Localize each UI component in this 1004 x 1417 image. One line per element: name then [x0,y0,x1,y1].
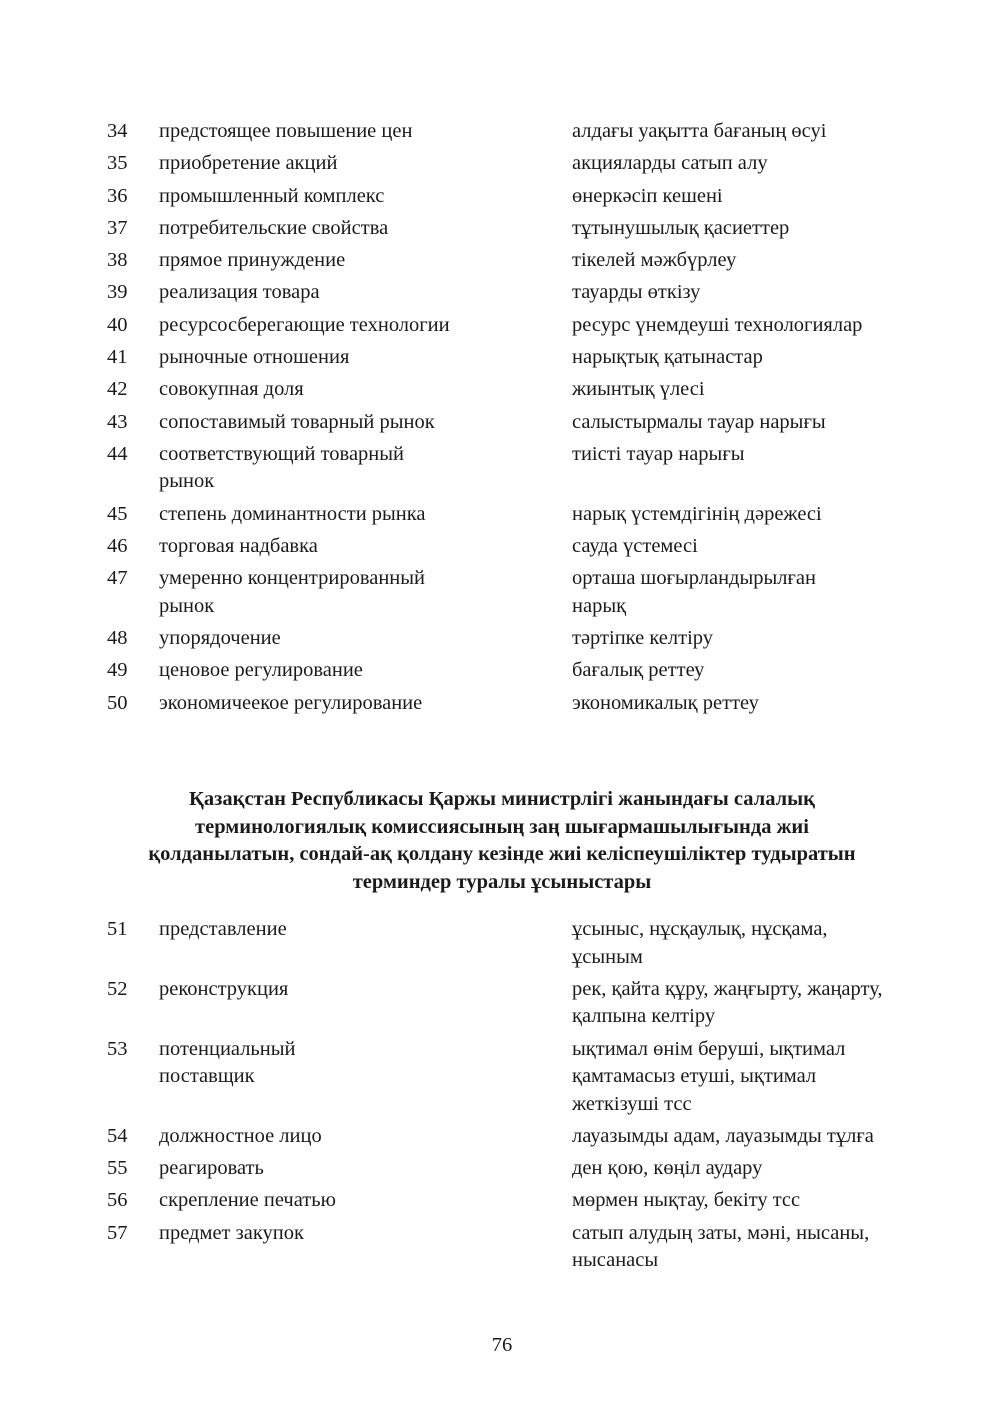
term-number: 47 [107,567,128,590]
term-russian: ценовое регулирование [159,659,363,682]
term-kazakh: сатып алудың заты, мәні, нысаны, нысанасы [572,1221,870,1272]
section-title-line: қолданылатын, сондай-ақ қолдану кезінде жиі келіспеушіліктер тудыратын [148,843,856,865]
term-russian: умеренно концентрированный рынок [159,567,426,617]
table-row [107,312,927,344]
table-row [107,279,927,311]
term-kazakh: нарық үстемдігінің дәрежесі [572,502,822,525]
term-number: 42 [107,378,128,401]
term-russian: экономичеекое регулирование [159,691,423,714]
table-row [107,501,927,533]
term-number: 52 [107,977,128,1000]
term-number: 56 [107,1189,128,1212]
term-russian: реконструкция [159,977,289,1000]
term-number: 34 [107,120,128,142]
term-number: 38 [107,249,128,272]
term-list-1 [107,118,927,722]
table-row [107,118,927,150]
term-kazakh: тікелей мәжбүрлеу [572,249,737,272]
section-title [60,786,944,896]
table-row [107,533,927,565]
table-row [107,183,927,215]
table-row [107,1155,927,1187]
term-number: 41 [107,346,128,369]
term-russian: рыночные отношения [159,346,350,369]
term-russian: промышленный комплекс [159,184,385,207]
term-russian: сопоставимый товарный рынок [159,410,435,433]
term-kazakh: мөрмен нықтау, бекіту тсс [572,1189,801,1212]
term-kazakh: акцияларды сатып алу [572,152,768,175]
term-number: 40 [107,313,128,336]
table-row [107,247,927,279]
term-russian: представление [159,918,287,940]
term-number: 39 [107,281,128,304]
term-kazakh: ресурс үнемдеуші технологиялар [572,313,863,336]
table-row [107,565,927,625]
table-row [107,916,927,976]
section-title-line: Қазақстан Республикасы Қаржы министрлігі жанындағы салалық [189,788,815,810]
term-russian: степень доминантности рынка [159,502,426,525]
section-title-line: терминдер туралы ұсыныстары [352,870,652,893]
term-number: 45 [107,502,128,525]
term-kazakh: ықтимал өнім беруші, ықтимал қамтамасыз етуші, ықтимал жеткізуші тсс [572,1037,846,1115]
term-number: 55 [107,1157,128,1180]
term-russian: прямое принуждение [159,249,346,272]
term-russian: скрепление печатью [159,1189,336,1212]
term-number: 43 [107,410,128,433]
term-list-2 [107,916,927,1280]
term-kazakh: ден қою, көңіл аудару [572,1157,763,1180]
term-kazakh: тауарды өткізу [572,281,701,304]
term-russian: предмет закупок [159,1221,304,1244]
page-number: 76 [491,1334,513,1356]
term-number: 48 [107,627,128,650]
term-kazakh: салыстырмалы тауар нарығы [572,410,826,433]
term-russian: приобретение акций [159,152,338,175]
table-row [107,625,927,657]
term-kazakh: жиынтық үлесі [572,378,705,401]
term-number: 53 [107,1037,128,1060]
term-kazakh: тәртіпке келтіру [572,627,713,650]
term-number: 57 [107,1221,128,1244]
term-kazakh: нарықтық қатынастар [572,346,763,369]
term-kazakh: тұтынушылық қасиеттер [572,216,790,239]
term-kazakh: өнеркәсіп кешені [572,184,723,207]
term-kazakh: рек, қайта құру, жаңғырту, жаңарту, қалпына келтіру [572,977,883,1028]
table-row [107,376,927,408]
term-number: 44 [107,442,128,465]
table-row [107,215,927,247]
term-russian: ресурсосберегающие технологии [159,313,450,336]
term-kazakh: экономикалық реттеу [572,691,759,714]
table-row [107,150,927,182]
term-kazakh: бағалық реттеу [572,659,705,682]
term-russian: должностное лицо [159,1124,322,1147]
term-russian: соответствующий товарный рынок [159,442,405,493]
table-row [107,409,927,441]
term-number: 35 [107,152,128,175]
table-row [107,1220,927,1280]
table-row [107,976,927,1036]
term-number: 51 [107,918,128,940]
term-russian: совокупная доля [159,378,304,401]
term-kazakh: сауда үстемесі [572,535,698,558]
term-russian: реализация товара [159,281,320,304]
term-russian: реагировать [159,1157,264,1180]
term-number: 46 [107,535,128,558]
section-title-line: терминологиялық комиссиясының заң шығармашылығында жиі [195,815,809,838]
table-row [107,441,927,501]
term-number: 36 [107,184,128,207]
table-row [107,690,927,722]
term-number: 49 [107,659,128,682]
term-number: 50 [107,691,128,714]
term-kazakh: ұсыныс, нұсқаулық, нұсқама, ұсыным [572,918,828,968]
table-row [107,657,927,689]
term-russian: упорядочение [159,627,281,650]
term-number: 37 [107,216,128,239]
term-russian: предстоящее повышение цен [159,120,413,142]
table-row [107,1123,927,1155]
term-russian: потенциальный поставщик [159,1037,296,1088]
term-kazakh: алдағы уақытта бағаның өсуі [572,120,827,142]
term-kazakh: тиісті тауар нарығы [572,442,745,465]
table-row [107,1036,927,1123]
term-russian: потребительские свойства [159,216,389,239]
term-kazakh: орташа шоғырландырылған нарық [572,567,816,617]
table-row [107,344,927,376]
term-kazakh: лауазымды адам, лауазымды тұлға [572,1124,874,1147]
term-russian: торговая надбавка [159,535,318,558]
term-number: 54 [107,1124,128,1147]
table-row [107,1187,927,1219]
